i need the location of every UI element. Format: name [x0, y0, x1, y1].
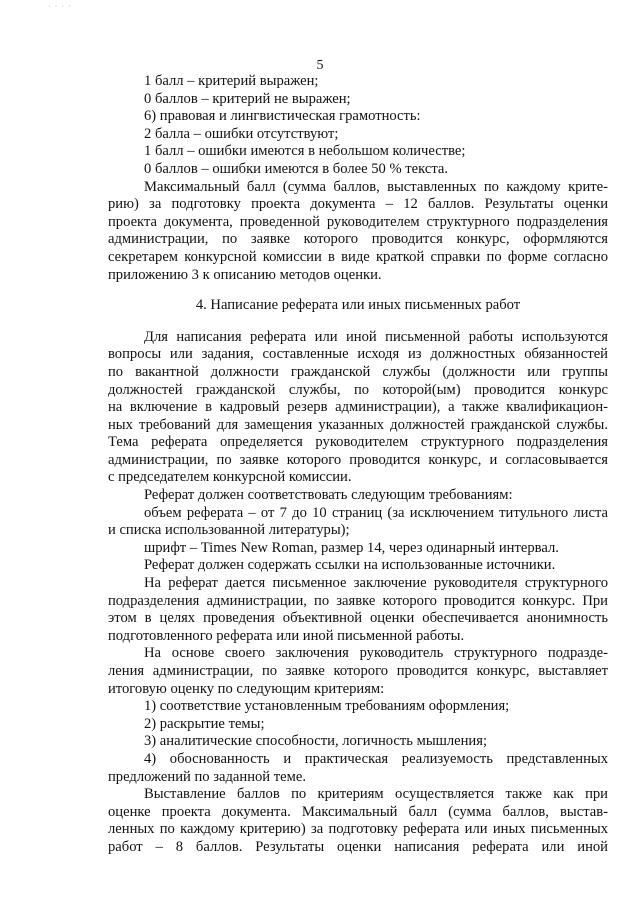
criterion-item: 2) раскрытие темы;	[144, 715, 265, 732]
paragraph-assessment	[108, 645, 608, 698]
paragraph-line: этом в целях проведения объективной оценки обеспечивается анонимность	[108, 610, 608, 627]
paragraph-line: ных требований для замещения указанных должностей гражданской службы.	[108, 416, 608, 433]
scale-line: 0 баллов – ошибки имеются в более 50 % текста.	[144, 160, 449, 177]
paragraph-conclusion	[108, 575, 608, 645]
requirement-references: Реферат должен содержать ссылки на использованные источники.	[144, 557, 556, 574]
scoring-scale	[108, 73, 608, 179]
paragraph-line: работ – 8 баллов. Результаты оценки написания реферата или иной	[108, 838, 608, 855]
paragraph-scoring	[108, 786, 608, 856]
paragraph-line: по вакантной должности гражданской службы (должности или группы	[108, 363, 608, 380]
paragraph-line: ленных по каждому критерию) за подготовку реферата или иных письменных	[108, 821, 608, 838]
requirements-intro: Реферат должен соответствовать следующим требованиям:	[144, 487, 513, 504]
paragraph-questions	[108, 329, 608, 487]
paragraph-line: итоговую оценку по следующим критериям:	[108, 680, 385, 697]
paragraph-line: приложению 3 к описанию методов оценки.	[108, 266, 382, 283]
scan-artifact: · · · ·	[48, 2, 72, 11]
scale-line: 0 баллов – критерий не выражен;	[144, 90, 351, 107]
paragraph-line: оценке проекта документа. Максимальный балл (сумма баллов, выстав-	[108, 803, 608, 820]
criterion-item-continuation: предложений по заданной теме.	[108, 768, 306, 785]
paragraph-line: на включение в кадровый резерв администрации), а также квалификацион-	[108, 399, 608, 416]
paragraph-line: Максимальный балл (сумма баллов, выставленных по каждому крите-	[144, 178, 608, 195]
criteria-list	[108, 698, 608, 786]
paragraph-line: подготовленного реферата или иной письменной работы.	[108, 627, 465, 644]
scale-line: 2 балла – ошибки отсутствуют;	[144, 125, 339, 142]
document-body	[108, 73, 608, 857]
paragraph-line: подразделения администрации, по заявке которого проводится конкурс. При	[108, 592, 608, 609]
scale-line: 1 балл – критерий выражен;	[144, 73, 319, 89]
paragraph-line: должностей гражданской службы, по которой(ым) проводится конкурс	[108, 381, 608, 398]
requirement-font: шрифт – Times New Roman, размер 14, через одинарный интервал.	[144, 539, 559, 556]
paragraph-line: На реферат дается письменное заключение руководителя структурного	[144, 575, 608, 592]
paragraph-line: с председателем конкурсной комиссии.	[108, 469, 352, 486]
paragraph-line: и списка использованной литературы);	[108, 522, 350, 539]
paragraph-line: проекта документа, проведенной руководителем структурного подразделения	[108, 213, 608, 230]
paragraph-line: Для написания реферата или иной письменной работы используются	[144, 328, 608, 345]
criterion-item: 3) аналитические способности, логичность мышления;	[144, 733, 488, 750]
paragraph-line: На основе своего заключения руководитель структурного подразде-	[144, 645, 608, 662]
scale-line: 1 балл – ошибки имеются в небольшом количестве;	[144, 143, 466, 160]
criterion-item: 1) соответствие установленным требованиям оформления;	[144, 698, 510, 715]
scale-line: 6) правовая и лингвистическая грамотность:	[144, 108, 421, 125]
paragraph-line: ления администрации, по заявке которого проводится конкурс, выставляет	[108, 663, 608, 679]
criterion-item: 4) обоснованность и практическая реализуемость представленных	[144, 750, 608, 767]
paragraph-line: вопросы или задания, составленные исходя из должностных обязанностей	[108, 346, 608, 363]
paragraph-line: администрации, по заявке которого проводится конкурс, и согласовывается	[108, 451, 608, 468]
requirement-volume	[108, 505, 608, 540]
paragraph-line: рию) за подготовку проекта документа – 12 баллов. Результаты оценки	[108, 196, 608, 213]
paragraph-max-score	[108, 179, 608, 285]
paragraph-line: Выставление баллов по критериям осуществляется также как при	[144, 786, 608, 803]
paragraph-line: объем реферата – от 7 до 10 страниц (за исключением титульного листа	[144, 504, 608, 521]
paragraph-line: Тема реферата определяется руководителем структурного подразделения	[108, 434, 608, 451]
paragraph-line: администрации, по заявке которого проводится конкурс, оформляются	[108, 231, 608, 248]
paragraph-line: секретарем конкурсной комиссии в виде краткой справки по форме согласно	[108, 248, 608, 265]
section-heading: 4. Написание реферата или иных письменных работ	[195, 297, 521, 314]
page-number: 5	[316, 58, 324, 73]
